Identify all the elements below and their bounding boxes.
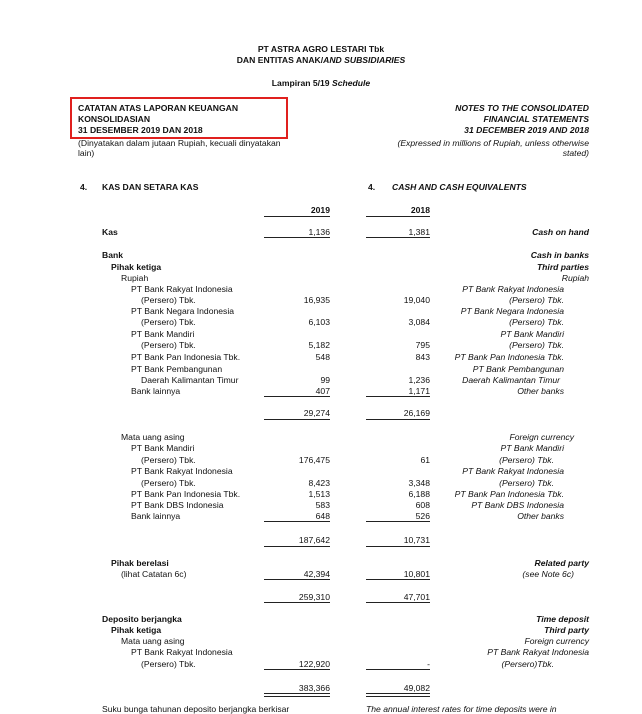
row-fx-dbs-2018: 608 xyxy=(415,500,430,510)
row-lain-idr-label: Bank lainnya xyxy=(131,386,181,396)
row-berelasi-2018: 10,801 xyxy=(403,569,430,579)
row-fx-panin-label: PT Bank Pan Indonesia Tbk. xyxy=(131,489,241,499)
row-bni-en1: PT Bank Negara Indonesia xyxy=(460,306,564,316)
subtotal-idr-underline-2018 xyxy=(366,419,430,420)
col-2019-underline xyxy=(264,216,330,217)
row-bni-label1: PT Bank Negara Indonesia xyxy=(131,306,235,316)
kas-underline-2019 xyxy=(264,237,330,238)
total-dep-2018: 49,082 xyxy=(403,683,430,693)
row-fx-bri-en2: (Persero) Tbk. xyxy=(499,478,554,488)
row-pihak-ketiga-en: Third parties xyxy=(536,262,589,272)
title-id-note1: (Dinyatakan dalam jutaan Rupiah, kecuali dinyatakan xyxy=(78,138,281,148)
title-en-note2: stated) xyxy=(562,148,589,158)
row-bri-en2: (Persero) Tbk. xyxy=(509,295,564,305)
row-fx-dbs-2019: 583 xyxy=(315,500,330,510)
subtotal-idr-underline-2019 xyxy=(264,419,330,420)
fx-underline-2018 xyxy=(366,521,430,522)
row-mandiri-en1: PT Bank Mandiri xyxy=(500,329,564,339)
col-2018-header: 2018 xyxy=(410,205,430,215)
row-fx-mandiri-en2: (Persero) Tbk. xyxy=(499,455,554,465)
row-lain-idr-en: Other banks xyxy=(517,386,564,396)
row-berelasi-label1: Pihak berelasi xyxy=(111,558,169,568)
row-kas-label: Kas xyxy=(102,227,118,237)
row-kaltim-en1: PT Bank Pembangunan xyxy=(472,364,564,374)
row-lain-idr-2019: 407 xyxy=(315,386,330,396)
col-2018-underline xyxy=(366,216,430,217)
col-2019-header: 2019 xyxy=(310,205,330,215)
row-rupiah-label: Rupiah xyxy=(121,273,149,283)
row-bri-label1: PT Bank Rakyat Indonesia xyxy=(131,284,233,294)
row-fx-lain-2019: 648 xyxy=(315,511,330,521)
idr-underline-2018 xyxy=(366,396,430,397)
row-fx-mandiri-label2: (Persero) Tbk. xyxy=(141,455,196,465)
row-dep-bri-label1: PT Bank Rakyat Indonesia xyxy=(131,647,233,657)
row-dep-pihak-ketiga-en: Third party xyxy=(544,625,589,635)
fx-underline-2019 xyxy=(264,521,330,522)
row-fx-mandiri-label1: PT Bank Mandiri xyxy=(131,443,195,453)
row-kas-en: Cash on hand xyxy=(532,227,589,237)
row-fx-panin-en: PT Bank Pan Indonesia Tbk. xyxy=(454,489,564,499)
row-fx-bri-2019: 8,423 xyxy=(308,478,330,488)
row-fx-dbs-en: PT Bank DBS Indonesia xyxy=(471,500,564,510)
row-panin-2019: 548 xyxy=(315,352,330,362)
idr-underline-2019 xyxy=(264,396,330,397)
row-mandiri-en2: (Persero) Tbk. xyxy=(509,340,564,350)
title-en-line2: FINANCIAL STATEMENTS xyxy=(483,114,589,124)
row-bri-en1: PT Bank Rakyat Indonesia xyxy=(462,284,564,294)
row-mandiri-label1: PT Bank Mandiri xyxy=(131,329,195,339)
row-bri-2019: 16,935 xyxy=(303,295,330,305)
subtotal-fx-2018: 10,731 xyxy=(403,535,430,545)
subtotal-fx-underline-2019 xyxy=(264,546,330,547)
row-berelasi-en2: (see Note 6c) xyxy=(522,569,574,579)
row-dep-fx-en: Foreign currency xyxy=(524,636,589,646)
title-id-line3: 31 DESEMBER 2019 DAN 2018 xyxy=(78,125,203,135)
row-fx-dbs-label: PT Bank DBS Indonesia xyxy=(131,500,224,510)
row-pihak-ketiga-label: Pihak ketiga xyxy=(111,262,162,272)
title-id-line2: KONSOLIDASIAN xyxy=(78,114,151,124)
footer-text-en: The annual interest rates for time deposits were in xyxy=(366,704,557,714)
row-deposito-label: Deposito berjangka xyxy=(102,614,182,624)
row-kaltim-en2: Daerah Kalimantan Timur xyxy=(462,375,560,385)
subtotal-idr-2019: 29,274 xyxy=(303,408,330,418)
dep-underline-2019 xyxy=(264,669,330,670)
row-bni-2018: 3,084 xyxy=(408,317,430,327)
highlight-box xyxy=(70,97,288,139)
row-rupiah-en: Rupiah xyxy=(561,273,589,283)
total-bank-2019: 259,310 xyxy=(298,592,330,602)
company-name: PT ASTRA AGRO LESTARI Tbk xyxy=(257,44,385,54)
row-dep-bri-2018: - xyxy=(427,659,430,669)
row-kaltim-2019: 99 xyxy=(320,375,330,385)
row-fx-en: Foreign currency xyxy=(509,432,574,442)
row-fx-mandiri-en1: PT Bank Mandiri xyxy=(500,443,564,453)
row-dep-bri-2019: 122,920 xyxy=(298,659,330,669)
dep-underline-2018 xyxy=(366,669,430,670)
company-subtitle: DAN ENTITAS ANAK/AND SUBSIDIARIES xyxy=(236,55,406,65)
row-bank-label: Bank xyxy=(102,250,124,260)
title-en-note1: (Expressed in millions of Rupiah, unless otherwise xyxy=(397,138,589,148)
row-fx-lain-label: Bank lainnya xyxy=(131,511,181,521)
subtotal-fx-2019: 187,642 xyxy=(298,535,330,545)
row-fx-mandiri-2019: 176,475 xyxy=(298,455,330,465)
total-bank-underline-2019 xyxy=(264,602,330,603)
row-fx-bri-label1: PT Bank Rakyat Indonesia xyxy=(131,466,233,476)
row-dep-pihak-ketiga-label: Pihak ketiga xyxy=(111,625,162,635)
section-title-id: KAS DAN SETARA KAS xyxy=(102,182,199,192)
total-bank-underline-2018 xyxy=(366,602,430,603)
row-kas-2019: 1,136 xyxy=(308,227,330,237)
row-bank-en: Cash in banks xyxy=(530,250,589,260)
row-fx-label: Mata uang asing xyxy=(121,432,185,442)
title-en-line3: 31 DECEMBER 2019 AND 2018 xyxy=(464,125,589,135)
total-dep-2019: 383,366 xyxy=(298,683,330,693)
row-berelasi-label2: (lihat Catatan 6c) xyxy=(121,569,187,579)
title-id-line1: CATATAN ATAS LAPORAN KEUANGAN xyxy=(78,103,239,113)
row-mandiri-2018: 795 xyxy=(415,340,430,350)
row-panin-label: PT Bank Pan Indonesia Tbk. xyxy=(131,352,241,362)
kas-underline-2018 xyxy=(366,237,430,238)
section-number-left: 4. xyxy=(80,182,88,192)
title-en-line1: NOTES TO THE CONSOLIDATED xyxy=(455,103,589,113)
row-fx-bri-label2: (Persero) Tbk. xyxy=(141,478,196,488)
row-bni-label2: (Persero) Tbk. xyxy=(141,317,196,327)
total-bank-2018: 47,701 xyxy=(403,592,430,602)
berelasi-underline-2018 xyxy=(366,579,430,580)
total-dep-double-underline-2018 xyxy=(366,693,430,697)
row-fx-bri-2018: 3,348 xyxy=(408,478,430,488)
row-fx-panin-2019: 1,513 xyxy=(308,489,330,499)
row-bni-2019: 6,103 xyxy=(308,317,330,327)
row-berelasi-en1: Related party xyxy=(534,558,589,568)
section-number-right: 4. xyxy=(368,182,376,192)
subtotal-idr-2018: 26,169 xyxy=(403,408,430,418)
row-bri-2018: 19,040 xyxy=(403,295,430,305)
row-fx-lain-2018: 526 xyxy=(415,511,430,521)
row-deposito-en: Time deposit xyxy=(536,614,589,624)
row-dep-bri-label2: (Persero) Tbk. xyxy=(141,659,196,669)
section-title-en: CASH AND CASH EQUIVALENTS xyxy=(392,182,527,192)
row-fx-panin-2018: 6,188 xyxy=(408,489,430,499)
row-kaltim-label1: PT Bank Pembangunan xyxy=(131,364,223,374)
row-fx-bri-en1: PT Bank Rakyat Indonesia xyxy=(462,466,564,476)
row-bri-label2: (Persero) Tbk. xyxy=(141,295,196,305)
row-mandiri-2019: 5,182 xyxy=(308,340,330,350)
row-lain-idr-2018: 1,171 xyxy=(408,386,430,396)
row-kaltim-2018: 1,236 xyxy=(408,375,430,385)
total-dep-double-underline-2019 xyxy=(264,693,330,697)
footer-text-id: Suku bunga tahunan deposito berjangka berkisar xyxy=(102,704,290,714)
row-mandiri-label2: (Persero) Tbk. xyxy=(141,340,196,350)
row-bni-en2: (Persero) Tbk. xyxy=(509,317,564,327)
title-id-note2: lain) xyxy=(78,148,95,158)
row-kaltim-label2: Daerah Kalimantan Timur xyxy=(141,375,239,385)
schedule-label: Lampiran 5/19 Schedule xyxy=(271,78,371,88)
row-fx-lain-en: Other banks xyxy=(517,511,564,521)
row-dep-bri-en2: (Persero)Tbk. xyxy=(501,659,554,669)
row-panin-en: PT Bank Pan Indonesia Tbk. xyxy=(454,352,564,362)
row-panin-2018: 843 xyxy=(415,352,430,362)
row-berelasi-2019: 42,394 xyxy=(303,569,330,579)
row-fx-mandiri-2018: 61 xyxy=(420,455,430,465)
row-dep-bri-en1: PT Bank Rakyat Indonesia xyxy=(487,647,589,657)
subtotal-fx-underline-2018 xyxy=(366,546,430,547)
row-kas-2018: 1,381 xyxy=(408,227,430,237)
row-dep-fx-label: Mata uang asing xyxy=(121,636,185,646)
berelasi-underline-2019 xyxy=(264,579,330,580)
